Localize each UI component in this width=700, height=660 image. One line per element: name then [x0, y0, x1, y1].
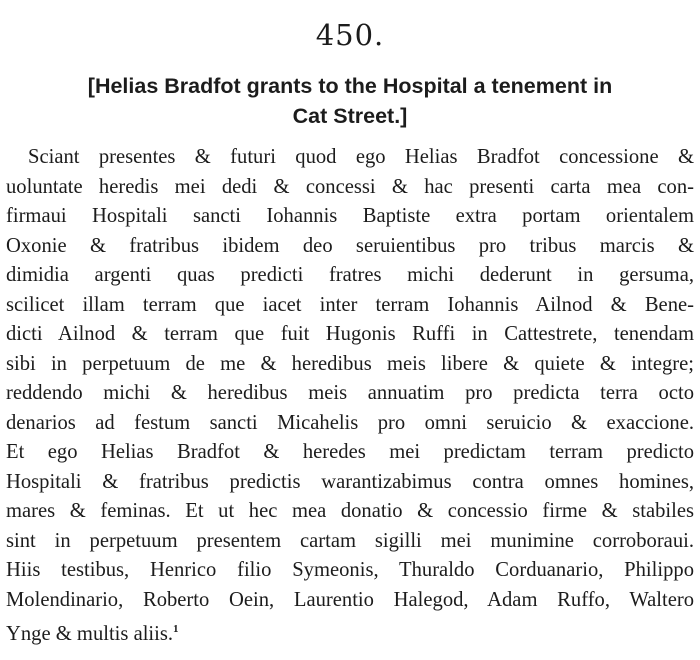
- text-line: mares & feminas. Et ut hec mea donatio & concessio firme & stabiles: [6, 500, 694, 522]
- text-line: Hospitali & fratribus predictis warantizabimus contra omnes homines,: [6, 470, 694, 493]
- text-line: Molendinario, Roberto Oein, Laurentio Halegod, Adam Ruffo, Waltero: [6, 588, 694, 611]
- text-line: dicti Ailnod & terram que fuit Hugonis Ruffi in Cattestrete, tenendam: [6, 323, 694, 345]
- text-line: sint in perpetuum presentem cartam sigilli mei munimine corroboraui.: [6, 529, 694, 552]
- text-line: uoluntate heredis mei dedi & concessi & hac presenti carta mea con-: [6, 175, 694, 198]
- text-line: scilicet illam terram que iacet inter terram Iohannis Ailnod & Bene-: [6, 293, 694, 316]
- charter-title: [20, 71, 680, 131]
- text-line: Hiis testibus, Henrico filio Symeonis, Thuraldo Corduanario, Philippo: [6, 559, 694, 581]
- charter-text: [6, 143, 694, 645]
- title-line: Cat Street.]: [292, 104, 408, 128]
- text-line: Oxonie & fratribus ibidem deo seruientibus pro tribus marcis &: [6, 234, 694, 257]
- footnote-marker: 1: [173, 623, 179, 635]
- title-line: [Helias Bradfot grants to the Hospital a tenement in: [87, 74, 613, 98]
- text-line: firmaui Hospitali sancti Iohannis Baptiste extra portam orientalem: [6, 205, 694, 227]
- text-line-last: [6, 615, 694, 645]
- text-line: sibi in perpetuum de me & heredibus meis libere & quiete & integre;: [6, 352, 694, 375]
- text-line: reddendo michi & heredibus meis annuatim pro predicta terra octo: [6, 382, 694, 404]
- text-line: Et ego Helias Bradfot & heredes mei predictam terram predicto: [6, 441, 694, 463]
- text-line: Ynge & multis aliis.: [6, 623, 174, 645]
- text-line: dimidia argenti quas predicti fratres michi dederunt in gersuma,: [6, 264, 694, 286]
- text-line: denarios ad festum sancti Micahelis pro omni seruicio & exaccione.: [6, 411, 694, 434]
- charter-number: 450.: [315, 18, 385, 52]
- text-line: Sciant presentes & futuri quod ego Helias Bradfot concessione &: [28, 146, 694, 168]
